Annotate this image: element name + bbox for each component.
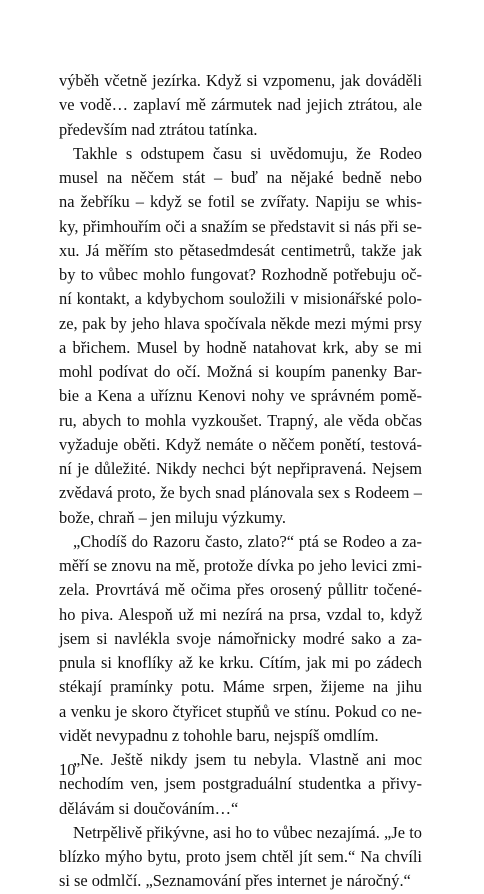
paragraph [59, 821, 422, 894]
text-line: xu. Já měřím sto pětasedmdesát centimetrů, takže jak [59, 240, 422, 260]
text-line: musel na něčem stát – buď na nějaké bedně nebo [59, 168, 422, 187]
text-line: vidět nevypadnu z tohohle baru, nejspíš omdlím. [59, 725, 379, 745]
text-line: Takhle s odstupem času si uvědomuju, že Rodeo [73, 143, 422, 163]
text-line: vyžaduje oběti. Když nemáte o něčem ponětí, testová- [59, 434, 422, 454]
body-text [59, 69, 422, 894]
text-line: dělávám si doučováním…“ [59, 798, 239, 818]
text-line: „Chodíš do Razoru často, zlato?“ ptá se Rodeo a za- [73, 531, 422, 551]
text-line: ní je důležité. Nikdy nechci být nepřipravená. Nejsem [59, 459, 422, 478]
text-line: Netrpělivě přikývne, asi ho to vůbec nezajímá. „Je to [73, 822, 422, 842]
text-line: zvědavá proto, že bych snad plánovala sex s Rodeem – [59, 483, 422, 503]
text-line: pnula si knoflíky až ke krku. Cítím, jak mi po zádech [59, 653, 422, 672]
text-line: ho piva. Alespoň už mi nezírá na prsa, vzdal to, když [59, 604, 422, 624]
text-line: mohl podívat do očí. Možná si koupím panenky Bar- [59, 362, 422, 381]
text-line: ky, přimhouřím oči a snažím se představit si nás při se- [59, 216, 422, 236]
text-line: blízko mýho bytu, proto jsem chtěl jít sem.“ Na chvíli [59, 847, 422, 866]
paragraph [59, 69, 422, 142]
page-number: 10 [59, 760, 76, 779]
text-line: především nad ztrátou tatínka. [59, 119, 258, 139]
text-line: ze, pak by jeho hlava spočívala někde mezi mými prsy [59, 313, 422, 333]
text-line: jsem si navlékla svoje námořnicky modré sako a za- [59, 628, 422, 648]
text-line: nechodím ven, jsem postgraduální studentka a přivy- [59, 774, 422, 794]
paragraph [59, 748, 422, 821]
text-line: „Ne. Ještě nikdy jsem tu nebyla. Vlastně ani moc [73, 750, 422, 769]
text-line: by to vůbec mohlo fungovat? Rozhodně potřebuju oč- [59, 265, 422, 284]
text-line: zela. Provrtává mě očima přes orosený půllitr točené- [59, 580, 422, 600]
paragraph [59, 142, 422, 530]
paragraph [59, 530, 422, 748]
text-line: bože, chraň – jen miluju výzkumy. [59, 507, 286, 527]
text-line: bie a Kena a uříznu Kenovi nohy ve správném pomě- [59, 386, 422, 406]
text-line: výběh včetně jezírka. Když si vzpomenu, jak dováděli [59, 71, 422, 90]
text-line: ru, abych to mohla vyzkoušet. Trapný, ale věda občas [59, 410, 422, 430]
text-line: na žebříku – když se fotil se zvířaty. Napiju se whis- [59, 192, 422, 212]
text-line: ní kontakt, a kdybychom souložili v misionářské polo- [59, 289, 422, 309]
text-line: si se odmlčí. „Seznamování přes internet je náročný.“ [59, 871, 411, 891]
text-line: a břichem. Musel by hodně natahovat krk, aby se mi [59, 337, 422, 357]
text-line: a venku je skoro čtyřicet stupňů ve stínu. Pokud co ne- [59, 701, 422, 721]
text-line: měří se znovu na mě, protože dívka po jeho levici zmi- [59, 556, 422, 575]
text-line: ve vodě… zaplaví mě zármutek nad jejich ztrátou, ale [59, 95, 422, 115]
text-line: stékají pramínky potu. Máme srpen, žijeme na jihu [59, 677, 422, 697]
